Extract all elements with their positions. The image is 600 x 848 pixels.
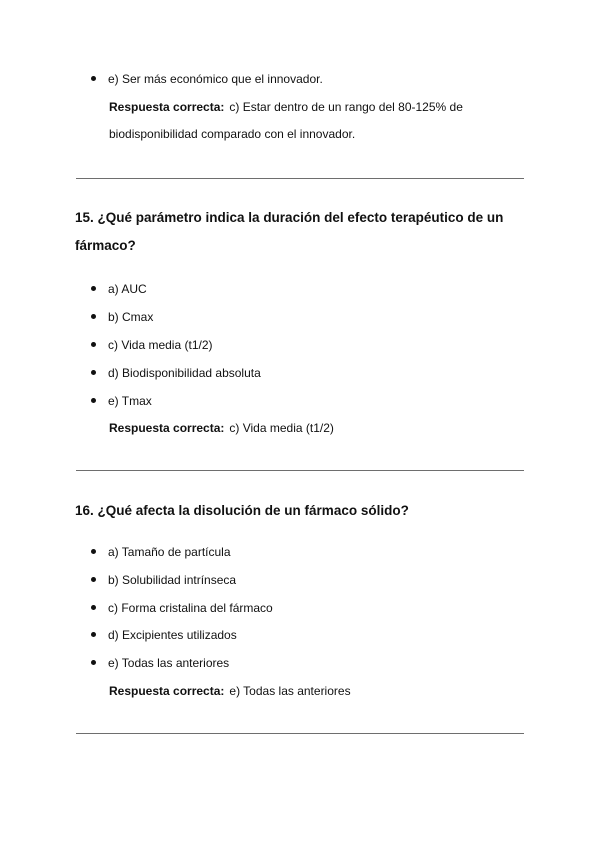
prev-answer-continuation: biodisponibilidad comparado con el innovador. xyxy=(109,127,356,141)
option-text: b) Cmax xyxy=(108,310,154,324)
option-text: b) Solubilidad intrínseca xyxy=(108,573,237,587)
bullet-icon xyxy=(91,549,96,554)
q15-answer xyxy=(109,421,334,435)
q16-option-d xyxy=(91,628,237,642)
q15-option-a xyxy=(91,282,147,296)
bullet-icon xyxy=(91,76,96,81)
q15-option-d xyxy=(91,366,261,380)
option-text: c) Vida media (t1/2) xyxy=(108,338,213,352)
option-text: e) Ser más económico que el innovador. xyxy=(108,72,323,86)
question-15-title-line1: 15. ¿Qué parámetro indica la duración del efecto terapéutico de un xyxy=(75,210,504,225)
option-text: e) Todas las anteriores xyxy=(108,656,230,670)
answer-label: Respuesta correcta: xyxy=(109,100,225,114)
option-text: c) Forma cristalina del fármaco xyxy=(108,601,273,615)
divider xyxy=(76,733,524,734)
answer-text: c) Vida media (t1/2) xyxy=(229,421,334,435)
bullet-icon xyxy=(91,660,96,665)
option-text: a) AUC xyxy=(108,282,147,296)
bullet-icon xyxy=(91,286,96,291)
answer-label: Respuesta correcta: xyxy=(109,421,225,435)
bullet-icon xyxy=(91,398,96,403)
option-text: d) Excipientes utilizados xyxy=(108,628,237,642)
option-text: a) Tamaño de partícula xyxy=(108,545,231,559)
q16-option-b xyxy=(91,573,236,587)
q15-option-c xyxy=(91,338,213,352)
q16-option-a xyxy=(91,545,231,559)
answer-text: c) Estar dentro de un rango del 80-125% de xyxy=(229,100,463,114)
bullet-icon xyxy=(91,314,96,319)
answer-text: e) Todas las anteriores xyxy=(229,684,351,698)
bullet-icon xyxy=(91,632,96,637)
q15-option-b xyxy=(91,310,153,324)
q16-option-c xyxy=(91,601,273,615)
bullet-icon xyxy=(91,577,96,582)
divider xyxy=(76,470,524,471)
bullet-icon xyxy=(91,370,96,375)
option-text: d) Biodisponibilidad absoluta xyxy=(108,366,261,380)
question-15-title-line2: fármaco? xyxy=(75,238,136,253)
q16-answer xyxy=(109,684,351,698)
option-text: e) Tmax xyxy=(108,394,152,408)
answer-label: Respuesta correcta: xyxy=(109,684,225,698)
q15-option-e xyxy=(91,394,152,408)
question-16-title: 16. ¿Qué afecta la disolución de un fármaco sólido? xyxy=(75,503,409,518)
prev-option-e xyxy=(91,72,323,86)
q16-option-e xyxy=(91,656,229,670)
prev-answer xyxy=(109,100,463,114)
divider xyxy=(76,178,524,179)
bullet-icon xyxy=(91,342,96,347)
bullet-icon xyxy=(91,605,96,610)
